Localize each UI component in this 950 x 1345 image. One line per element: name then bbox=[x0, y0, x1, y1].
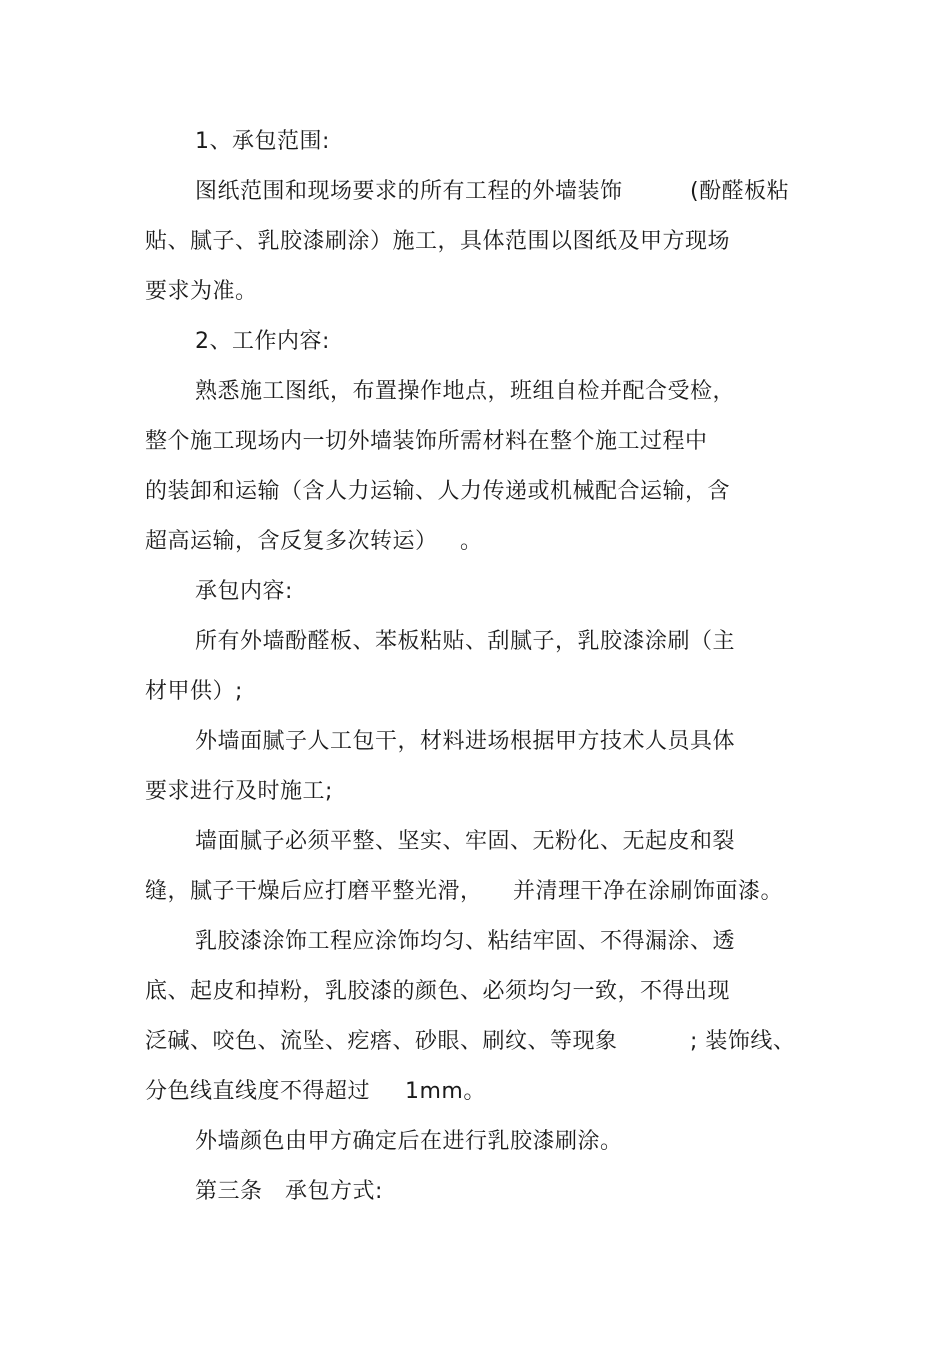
subheading-contract-content: 承包内容: bbox=[195, 579, 293, 604]
paragraph-line: 外墙颜色由甲方确定后在进行乳胶漆刷涂。 bbox=[195, 1129, 623, 1154]
paragraph-line: 底、起皮和掉粉，乳胶漆的颜色、必须均匀一致，不得出现 bbox=[145, 979, 731, 1004]
paragraph-line: 乳胶漆涂饰工程应涂饰均匀、粘结牢固、不得漏涂、透 bbox=[195, 929, 736, 954]
paragraph-line: 熟悉施工图纸，布置操作地点，班组自检并配合受检， bbox=[195, 379, 736, 404]
paragraph-line: 要求为准。 bbox=[145, 279, 258, 304]
paragraph-line: 要求进行及时施工; bbox=[145, 779, 333, 804]
paragraph-line: 材甲供）; bbox=[145, 679, 243, 704]
paragraph-line-fragment: 。 bbox=[460, 529, 483, 554]
paragraph-line: 外墙面腻子人工包干，材料进场根据甲方技术人员具体 bbox=[195, 729, 736, 754]
paragraph-line: 分色线直线度不得超过 bbox=[145, 1079, 371, 1104]
paragraph-line: 的装卸和运输（含人力运输、人力传递或机械配合运输，含 bbox=[145, 479, 731, 504]
paragraph-line-fragment: ; 装饰线、 bbox=[690, 1029, 796, 1054]
paragraph-line: 贴、腻子、乳胶漆刷涂）施工，具体范围以图纸及甲方现场 bbox=[145, 229, 731, 254]
paragraph-line-fragment: 并清理干净在涂刷饰面漆。 bbox=[513, 879, 784, 904]
paragraph-line-fragment: (酚醛板粘 bbox=[690, 179, 790, 204]
paragraph-line: 所有外墙酚醛板、苯板粘贴、刮腻子，乳胶漆涂刷（主 bbox=[195, 629, 736, 654]
paragraph-line: 墙面腻子必须平整、坚实、牢固、无粉化、无起皮和裂 bbox=[195, 829, 736, 854]
section-heading-work: 2、工作内容: bbox=[195, 329, 330, 354]
paragraph-line: 缝，腻子干燥后应打磨平整光滑， bbox=[145, 879, 483, 904]
paragraph-line: 图纸范围和现场要求的所有工程的外墙装饰 bbox=[195, 179, 623, 204]
article-heading-contract-method: 第三条 承包方式: bbox=[195, 1179, 383, 1204]
paragraph-line: 泛碱、咬色、流坠、疙瘩、砂眼、刷纹、等现象 bbox=[145, 1029, 618, 1054]
paragraph-line: 超高运输，含反复多次转运） bbox=[145, 529, 438, 554]
paragraph-line-fragment: 1mm。 bbox=[405, 1079, 486, 1104]
section-heading-scope: 1、承包范围: bbox=[195, 129, 330, 154]
paragraph-line: 整个施工现场内一切外墙装饰所需材料在整个施工过程中 bbox=[145, 429, 708, 454]
